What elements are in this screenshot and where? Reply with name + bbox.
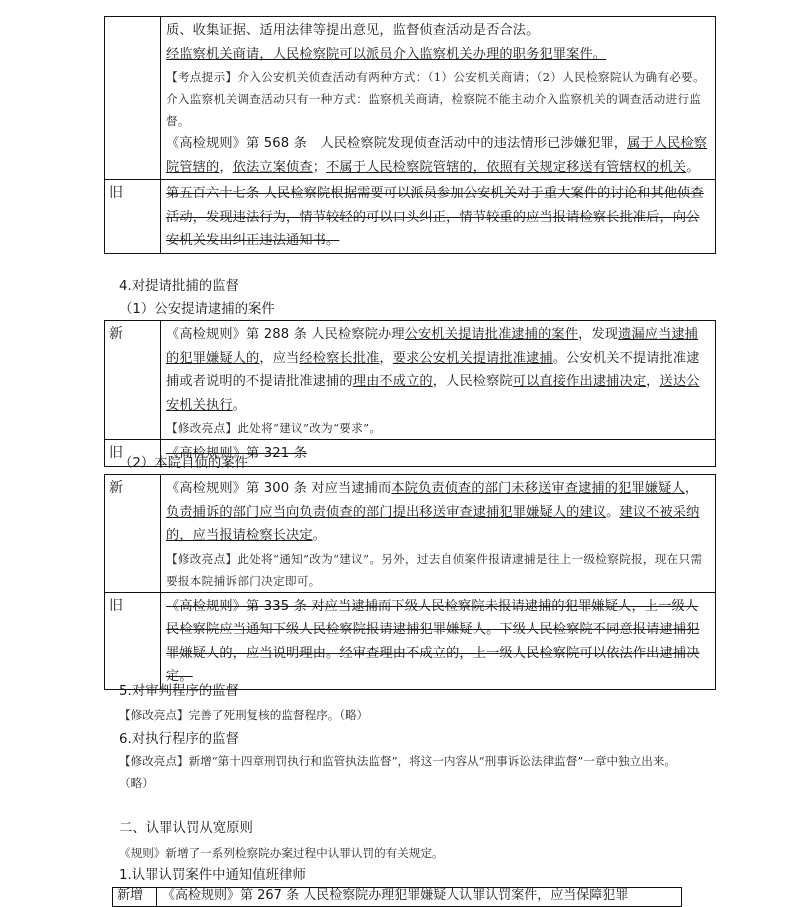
old-rule-text: 第五百六十七条 人民检察院根据需要可以派员参加公安机关对于重大案件的讨论和其他侦查活动，发现违法行为，情节较轻的可以口头纠正，情节较重的应当报请检察长批准后，向公安机关发出纠正违法通知书。 <box>166 186 704 248</box>
subheading-1: （1）公安提请逮捕的案件 <box>119 302 275 317</box>
rule-underlined: 属于人民检察院管辖的 <box>166 136 708 175</box>
new-label: 新 <box>105 321 161 439</box>
rule-underlined: 公安机关提请批准逮捕的案件 <box>404 327 579 342</box>
revision-note: 【修改亮点】此处将“建议”改为“要求”。 <box>166 421 382 435</box>
rule-text: 。 <box>312 528 327 543</box>
note-6: 【修改亮点】新增“第十四章刑罚执行和监管执法监督”，将这一内容从“刑事诉讼法律监督”一章中独立出来。（略） <box>119 754 677 790</box>
table-row <box>105 321 715 439</box>
rule-text: 《高检规则》第 300 条 对应当逮捕而 <box>166 481 392 496</box>
old-rule-text: 《高检规则》第 321 条 <box>166 446 308 461</box>
rule-267: 《高检规则》第 267 条 人民检察院办理犯罪嫌疑人认罪认罚案件，应当保障犯罪 <box>162 888 629 903</box>
rule-text: 《高检规则》第 288 条 人民检察院办理 <box>166 327 405 342</box>
row-content <box>161 321 715 439</box>
rule-text: 。 <box>606 504 620 520</box>
table-row <box>105 475 715 592</box>
rule-underlined: 本院负责侦查的部门未移送审查逮捕的犯罪嫌疑人 <box>391 481 685 496</box>
old-label: 旧 <box>105 180 161 253</box>
rule-text: ， <box>379 350 393 366</box>
row-content <box>161 475 715 592</box>
rule-underlined: 建议不被采纳的，应当报请检察长决定 <box>166 504 700 543</box>
rule-underlined: 不属于人民检察院管辖的，依照有关规定移送有管辖权的机关 <box>326 159 687 175</box>
old-rule-text: 《高检规则》第 335 条 对应当逮捕而下级人民检察院未报请逮捕的犯罪嫌疑人，上一级人民检察院应当通知下级人民检察院报请逮捕犯罪嫌疑人。下级人民检察院不同意报请逮捕犯罪嫌疑人的，应当说明理由。经审查理由不成立的，上一级人民检察院可以依法作出逮捕决定。 <box>166 598 700 684</box>
rule-underlined: 经检察长批准 <box>299 350 380 366</box>
rule-text: 。 <box>686 159 700 175</box>
rule-568 <box>166 132 710 179</box>
rule-288 <box>166 323 710 417</box>
rule-underlined: 要求公安机关提请批准逮捕 <box>392 350 553 366</box>
rule-underlined: 遗漏应当逮捕的犯罪嫌疑人的 <box>166 327 699 366</box>
heading-4: 4.对提请批捕的监督 <box>119 279 239 294</box>
new-label: 新 <box>105 475 161 592</box>
rule-text: ； <box>312 159 327 175</box>
row-content <box>161 593 715 689</box>
rule-text: 。公安机关不提请批准逮捕或者说明的不提请批准逮捕的 <box>166 350 700 389</box>
row-content <box>161 180 715 253</box>
table-duty-lawyer <box>112 887 682 907</box>
rule-underlined: 送达公安机关执行 <box>166 374 700 413</box>
old-label: 旧 <box>105 593 161 689</box>
rule-text: 。 <box>232 397 247 413</box>
table-row <box>105 179 715 253</box>
table-police-arrest <box>104 320 716 467</box>
heading-5: 5.对审判程序的监督 <box>119 684 239 699</box>
rule-underlined: 依法立案侦查 <box>232 159 313 175</box>
note-5: 【修改亮点】完善了死刑复核的监督程序。（略） <box>119 708 369 722</box>
exam-tip-note: 【考点提示】介入公安机关侦查活动有两种方式：（1）公安机关商请；（2）人民检察院认为确有必要。介入监察机关调查活动只有一种方式：监察机关商请，检察院不能主动介入监察机关的调查活动进行监督。 <box>166 70 705 128</box>
old-label: 旧 <box>105 440 161 466</box>
subheading-2: （2）本院自侦的案件 <box>119 456 249 471</box>
rule-text: 《高检规则》第 568 条 人民检察院发现侦查活动中的违法情形已涉嫌犯罪， <box>166 136 628 151</box>
heading-6: 6.对执行程序的监督 <box>119 732 239 747</box>
rule-underlined: 理由不成立的 <box>352 374 433 389</box>
text-line: 质、收集证据、适用法律等提出意见，监督侦查活动是否合法。 <box>166 23 540 38</box>
rule-300 <box>166 477 710 548</box>
row-label-empty <box>105 17 161 179</box>
table-row <box>105 17 715 179</box>
table-row <box>105 592 715 689</box>
rule-text: ， <box>684 481 699 496</box>
revision-note: 【修改亮点】此处将“通知”改为“建议”。另外，过去自侦案件报请逮捕是往上一级检察院报，现在只需要报本院捕诉部门决定即可。 <box>166 551 703 588</box>
rule-underlined: 可以直接作出逮捕决定 <box>512 374 647 389</box>
rule-text: ，人民检察院 <box>432 374 513 389</box>
rule-text: ， <box>646 374 660 389</box>
rule-underlined: 负责捕诉的部门应当向负责侦查的部门提出移送审查逮捕犯罪嫌疑人的建议 <box>166 504 607 520</box>
rule-text: ， <box>219 159 233 175</box>
rule-text: ，应当 <box>259 350 300 366</box>
rule-text: ，发现 <box>578 327 619 342</box>
row-content <box>161 17 715 179</box>
table-self-investigation <box>104 474 716 690</box>
section-2-note: 《规则》新增了一系列检察院办案过程中认罪认罚的有关规定。 <box>119 846 444 860</box>
section-2-title: 二、认罪认罚从宽原则 <box>119 821 253 836</box>
table-supervision-investigation <box>104 16 716 254</box>
text-line-underlined: 经监察机关商请，人民检察院可以派员介入监察机关办理的职务犯罪案件。 <box>166 46 607 62</box>
heading-s2-1: 1.认罪认罚案件中通知值班律师 <box>119 868 306 883</box>
new-added-label: 新增 <box>113 888 157 906</box>
